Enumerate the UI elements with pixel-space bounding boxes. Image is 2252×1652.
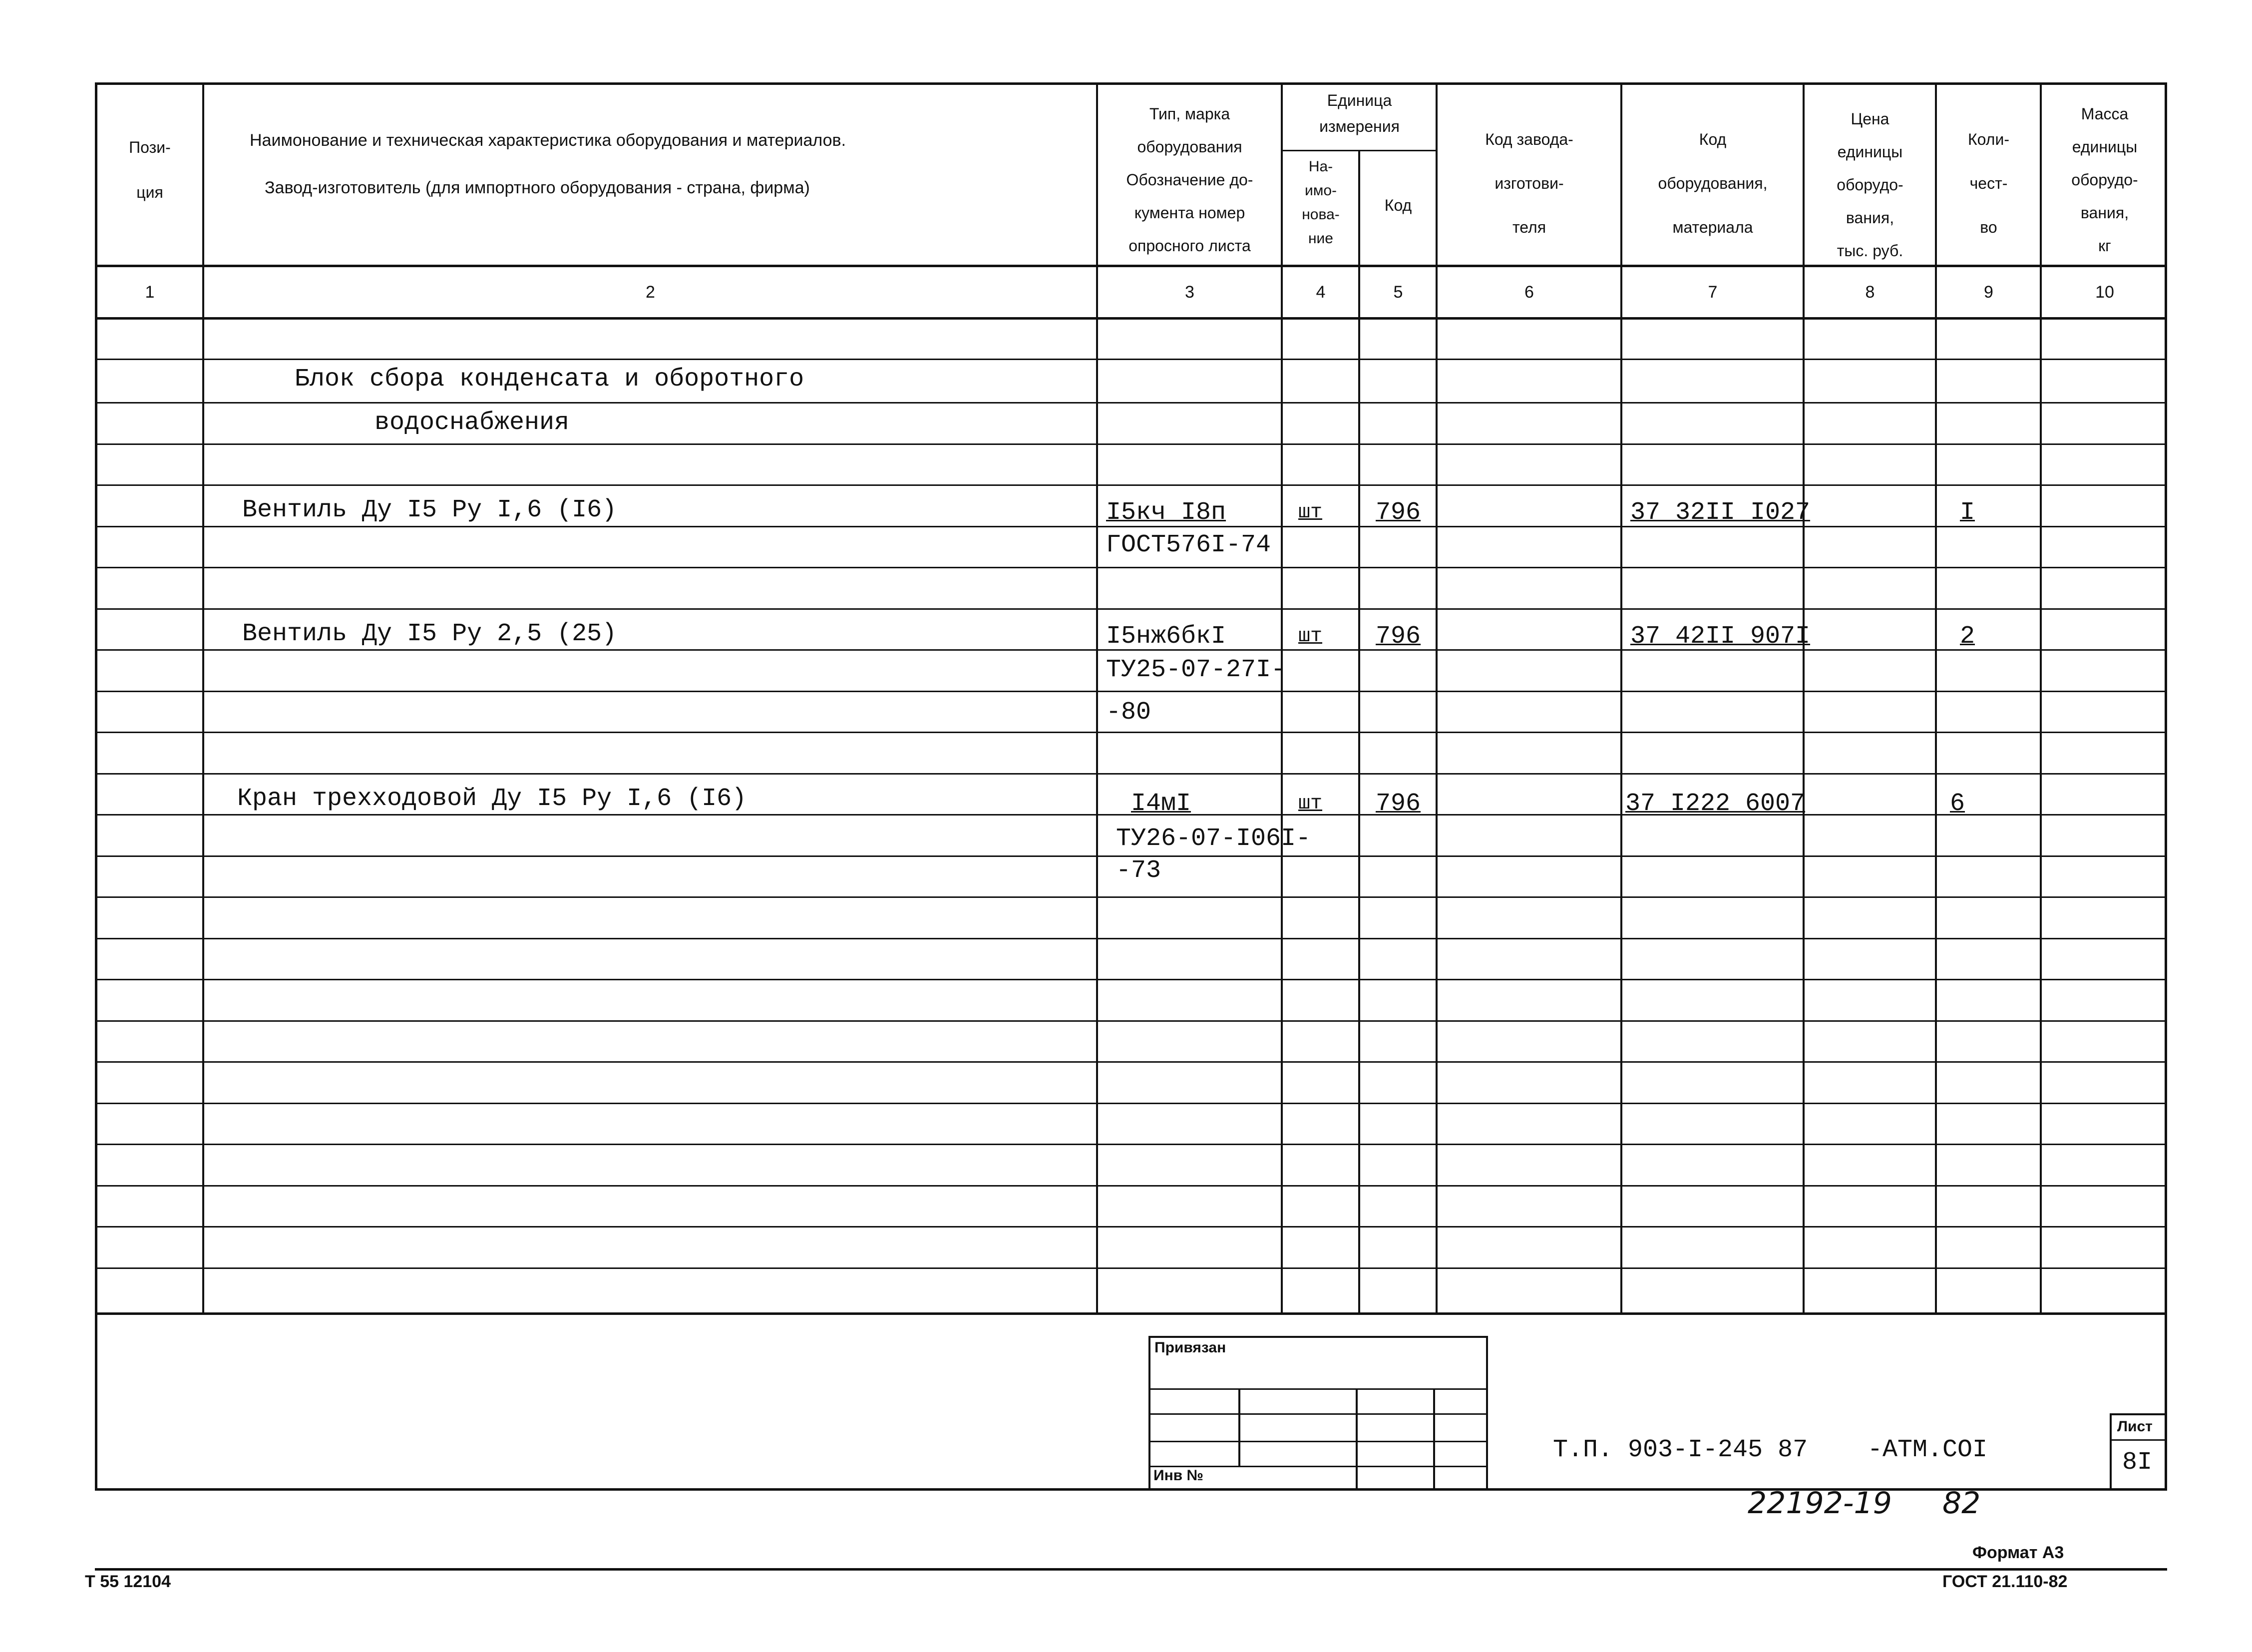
row-line <box>95 1226 2167 1228</box>
sheet-number: 8I <box>2122 1448 2153 1477</box>
stamp-vline <box>1356 1388 1358 1491</box>
header-unit-name: На- имо- нова- ние <box>1302 158 1340 247</box>
row2-name: Вентиль Ду I5 Ру 2,5 (25) <box>242 620 617 648</box>
stamp-vline <box>1238 1388 1240 1466</box>
row3-equipment-code: 37 I222 6007 <box>1625 790 1806 818</box>
row3-quantity: 6 <box>1950 790 1965 818</box>
sheet-box-divider <box>2110 1439 2167 1441</box>
inv-no-label: Инв № <box>1153 1467 1203 1484</box>
column-number: 9 <box>1984 283 1993 302</box>
left-footer-code: Т 55 12104 <box>85 1572 171 1591</box>
column-number: 2 <box>646 283 655 302</box>
numbers-bottom-line <box>95 317 2167 320</box>
sheet-label: Лист <box>2117 1418 2153 1435</box>
table-bottom-line <box>95 1312 2167 1315</box>
stamp-line <box>1148 1413 1488 1415</box>
privyazan-label: Привязан <box>1154 1339 1226 1356</box>
header-unit-group: Единица измерения <box>1319 91 1400 135</box>
header-unit-code: Код <box>1384 196 1412 214</box>
row2-unit: шт <box>1298 625 1323 648</box>
column-number: 10 <box>2095 283 2114 302</box>
row-line <box>95 1061 2167 1063</box>
row-line <box>95 1185 2167 1187</box>
row2-unit-code: 796 <box>1376 622 1421 651</box>
header-quantity: Коли- чест- во <box>1968 130 2009 236</box>
row3-type-doc-cont: -73 <box>1116 856 1161 885</box>
row1-type-doc: ГОСТ576I-74 <box>1106 531 1271 559</box>
row-line <box>95 773 2167 775</box>
header-equipment-code: Код оборудования, материала <box>1658 130 1768 236</box>
row2-type-doc: ТУ25-07-27I- <box>1106 656 1286 684</box>
row-line <box>95 1267 2167 1269</box>
row-line <box>95 443 2167 445</box>
section-title-line2: водоснабжения <box>375 409 570 437</box>
header-unit-mass: Масса единицы оборудо- вания, кг <box>2071 105 2138 255</box>
stamp-line <box>1148 1441 1488 1442</box>
row-line <box>95 484 2167 486</box>
row2-equipment-code: 37 42II 907I <box>1630 622 1811 651</box>
column-number: 3 <box>1185 283 1194 302</box>
row2-type-doc-cont: -80 <box>1106 698 1151 727</box>
document-code: Т.П. 903-I-245 87 <box>1553 1436 1808 1464</box>
row-line <box>95 896 2167 898</box>
column-number: 1 <box>145 283 155 302</box>
header-unit-price: Цена единицы оборудо- вания, тыс. руб. <box>1837 110 1903 260</box>
row3-type: I4мI <box>1131 790 1191 818</box>
column-number: 8 <box>1865 283 1875 302</box>
row3-name: Кран трехходовой Ду I5 Ру I,6 (I6) <box>237 785 747 813</box>
stamp-vline <box>1433 1388 1435 1491</box>
footer-line <box>95 1568 2167 1571</box>
row2-type: I5нж6бкI <box>1106 622 1226 651</box>
row-line <box>95 1103 2167 1104</box>
header-type: Тип, марка оборудования Обозначение до- кумента номер опросного листа <box>1126 105 1253 255</box>
row-line <box>95 979 2167 980</box>
row-line <box>95 938 2167 939</box>
row-line <box>95 359 2167 360</box>
handwritten-page: 82 <box>1942 1486 1981 1521</box>
header-name-line1: Наимонование и техническая характеристика оборудования и материалов. <box>250 131 846 150</box>
row1-type: I5кч I8п <box>1106 498 1226 527</box>
column-number: 4 <box>1316 283 1326 302</box>
row2-quantity: 2 <box>1960 622 1975 651</box>
header-position: Пози- ция <box>129 138 171 201</box>
header-plant-code: Код завода- изготови- теля <box>1485 130 1573 236</box>
format-label: Формат А3 <box>1972 1543 2064 1562</box>
row3-unit: шт <box>1298 793 1323 815</box>
row1-quantity: I <box>1960 498 1975 527</box>
header-name-line2: Завод-изготовитель (для импортного оборудования - страна, фирма) <box>265 178 810 197</box>
row3-type-doc: ТУ26-07-I06I- <box>1116 825 1311 853</box>
column-number: 6 <box>1524 283 1534 302</box>
section-title-line1: Блок сбора конденсата и оборотного <box>295 365 804 394</box>
row-line <box>95 1020 2167 1022</box>
column-number: 7 <box>1708 283 1718 302</box>
handwritten-number: 22192-19 <box>1748 1486 1892 1521</box>
row-line <box>95 402 2167 404</box>
row1-name: Вентиль Ду I5 Ру I,6 (I6) <box>242 496 617 524</box>
unit-group-divider <box>1281 150 1436 151</box>
row-line <box>95 732 2167 733</box>
column-number: 5 <box>1393 283 1403 302</box>
row1-unit-code: 796 <box>1376 498 1421 527</box>
row1-equipment-code: 37 32II I027 <box>1630 498 1811 527</box>
row1-unit: шт <box>1298 501 1323 524</box>
row-line <box>95 608 2167 610</box>
row-line <box>95 1144 2167 1145</box>
row3-unit-code: 796 <box>1376 790 1421 818</box>
document-suffix: -АТМ.СОI <box>1868 1436 1988 1464</box>
stamp-line <box>1148 1388 1488 1390</box>
row-line <box>95 691 2167 692</box>
row-line <box>95 567 2167 568</box>
gost-label: ГОСТ 21.110-82 <box>1942 1572 2068 1591</box>
